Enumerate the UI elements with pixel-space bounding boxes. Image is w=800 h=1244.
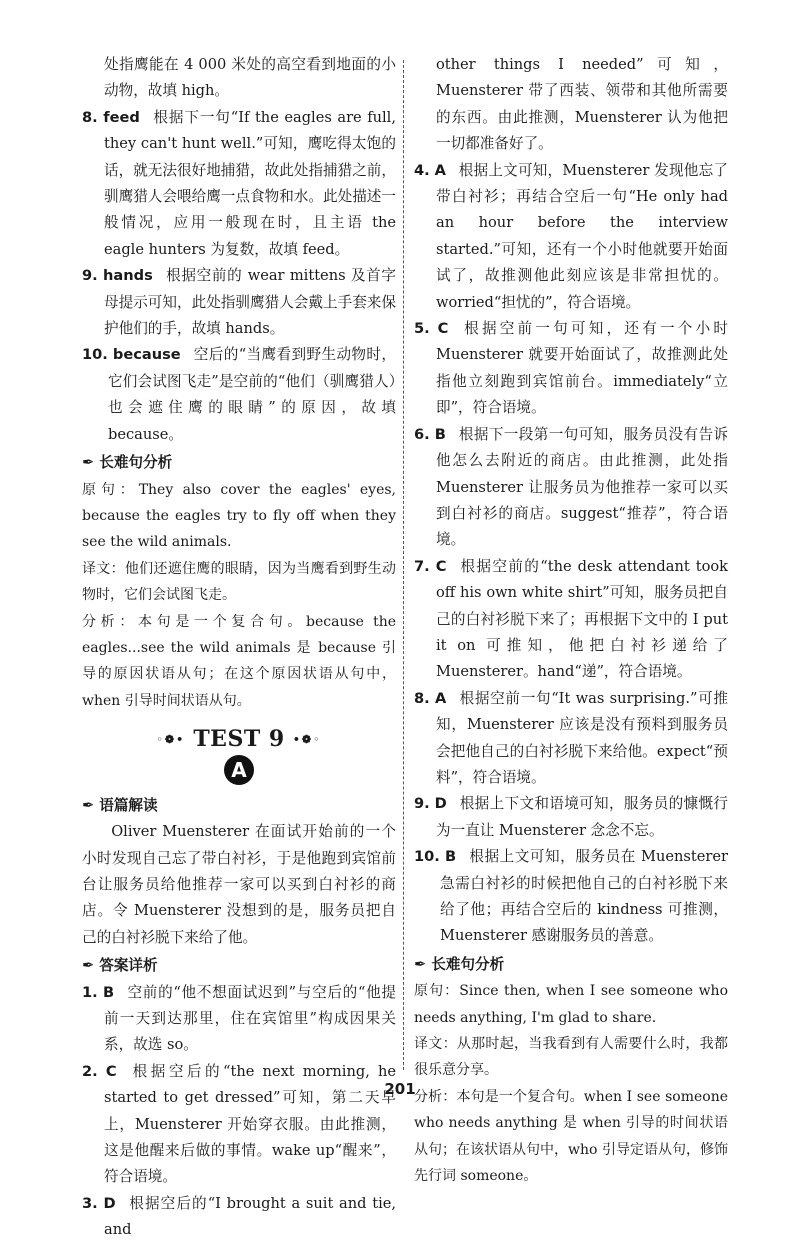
passage-summary: Oliver Muensterer 在面试开始前的一个小时发现自己忘了带白衬衫，于是他跑到宾馆前台让服务员给他推荐一家可以买到白衬衫的商店。令 Muensterer 没想到的是，服务员把自己的白衬衫脱下来给了他。 xyxy=(82,823,396,946)
ornament-right-icon: •❁◦ xyxy=(292,732,322,746)
item-answer: B xyxy=(445,848,457,866)
item-explanation: 根据上文可知，Muensterer 发现他忘了带白衬衫；再结合空后一句“He only had an hour before the interview started.”可知，还有一个小时他就要开始面试了，故推测他此刻应该是非常担忧的。worried“担忧的”，符合语境。 xyxy=(436,161,728,311)
pen-icon: ✒ xyxy=(82,454,95,472)
answer-item-10 xyxy=(414,844,728,950)
answer-item-1 xyxy=(82,980,396,1059)
item-answer: A xyxy=(435,689,447,707)
item-number: 5. xyxy=(414,320,430,338)
translation: 译文：他们还遮住鹰的眼睛，因为当鹰看到野生动物时，它们会试图飞走。 xyxy=(82,560,397,604)
section-heading-long-sentence: ✒ 长难句分析 xyxy=(82,450,396,476)
item-answer: because xyxy=(112,346,181,364)
answer-item-6 xyxy=(414,422,728,554)
answer-item-8 xyxy=(82,105,396,263)
item-explanation: 根据空后的“the next morning, he started to get dressed”可知，第二天早上，Muensterer 开始穿衣服。由此推测，这是他醒来后做的事情。wake up“醒来”，符合语境。 xyxy=(104,1062,396,1186)
right-column xyxy=(414,52,728,1189)
answer-item-2 xyxy=(82,1059,396,1191)
item-number: 6. xyxy=(414,425,430,443)
section-heading-passage: ✒ 语篇解读 xyxy=(82,793,396,819)
item-answer: B xyxy=(103,983,115,1001)
item-explanation: 根据空前的“the desk attendant took off his own white shirt”可知，服务员把自己的白衬衫脱下来了；再根据下文中的 I put it on 可推知，他把白衬衫递给了 Muensterer。hand“递”，符合语境。 xyxy=(436,557,729,681)
page-number: 201 xyxy=(384,1080,416,1098)
item-number: 8. xyxy=(414,689,430,707)
item-answer: D xyxy=(103,1194,116,1212)
section-heading-answers: ✒ 答案详析 xyxy=(82,953,396,979)
item-number: 3. xyxy=(82,1194,98,1212)
item-explanation: 根据上下文和语境可知，服务员的慷慨行为一直让 Muensterer 念念不忘。 xyxy=(436,795,728,839)
ornament-left-icon: ◦❁• xyxy=(156,732,186,746)
item-number: 9. xyxy=(414,795,430,813)
pen-icon: ✒ xyxy=(414,955,427,973)
answer-item-8 xyxy=(414,686,728,792)
left-column xyxy=(82,52,396,1244)
column-divider xyxy=(403,60,404,1070)
item-explanation: 根据空后的“I brought a suit and tie, and xyxy=(104,1194,397,1239)
item-answer: B xyxy=(434,425,446,443)
sentence-analysis: 分析：本句是一个复合句。because the eagles...see the wild animals 是 because 引导的原因状语从句；在这个原因状语从句中，when 引导时间状语从句。 xyxy=(82,613,396,709)
item-explanation: 根据空前一句“It was surprising.”可推知，Muensterer 应该是没有预料到服务员会把他自己的白衬衫脱下来给他。expect“预料”，符合语境。 xyxy=(436,689,728,786)
item-number: 9. xyxy=(82,267,98,285)
pen-icon: ✒ xyxy=(82,957,95,975)
item-number: 8. xyxy=(82,108,98,126)
item-number: 10. xyxy=(82,346,108,364)
item-number: 10. xyxy=(414,848,440,866)
item-answer: feed xyxy=(103,108,140,126)
item-number: 2. xyxy=(82,1062,98,1080)
item-3-continuation: other things I needed”可知，Muensterer 带了西装、领带和其他所需要的东西。由此推测，Muensterer 认为他把一切都准备好了。 xyxy=(436,56,728,153)
section-heading-long-sentence: ✒ 长难句分析 xyxy=(414,952,728,978)
answer-item-9 xyxy=(414,791,728,844)
answer-item-9 xyxy=(82,263,396,342)
item-answer: A xyxy=(434,161,446,179)
item-explanation: 根据空前的 wear mittens 及首字母提示可知，此处指驯鹰猎人会戴上手套来保护他们的手，故填 hands。 xyxy=(104,267,397,338)
item-explanation: 空后的“当鹰看到野生动物时，它们会试图飞走”是空前的“他们（驯鹰猎人）也会遮住鹰的眼睛”的原因，故填 because。 xyxy=(108,346,396,443)
answer-item-4 xyxy=(414,158,728,316)
item-answer: C xyxy=(437,320,449,338)
pen-icon: ✒ xyxy=(82,796,95,814)
test-title: ◦❁• TEST 9 •❁◦ xyxy=(156,726,322,753)
item-number: 1. xyxy=(82,983,98,1001)
translation: 译文：从那时起，当我看到有人需要什么时，我都很乐意分享。 xyxy=(414,1036,729,1079)
item-number: 4. xyxy=(414,161,430,179)
item-explanation: 根据下一句“If the eagles are full, they can't hunt well.”可知，鹰吃得太饱的话，就无法很好地捕猎，故此处指捕猎之前，驯鹰猎人会喂给鹰一点食物和水。此处描述一般情况，应用一般现在时，且主语 the eagle hunters 为复数，故填 feed。 xyxy=(104,108,396,258)
item-number: 7. xyxy=(414,557,430,575)
item-explanation: 根据上文可知，服务员在 Muensterer 急需白衬衫的时候把他自己的白衬衫脱下来给了他；再结合空后的 kindness 可推测，Muensterer 感谢服务员的善意。 xyxy=(440,848,728,945)
item-explanation: 空前的“他不想面试迟到”与空后的“他提前一天到达那里，住在宾馆里”构成因果关系，故选 so。 xyxy=(104,983,396,1054)
item-answer: hands xyxy=(103,267,153,285)
section-badge: A xyxy=(224,755,254,785)
answer-item-3 xyxy=(82,1191,396,1244)
item-answer: C xyxy=(105,1062,117,1080)
source-sentence: 原句：They also cover the eagles' eyes, because the eagles try to fly off when they see the wild animals. xyxy=(82,481,397,551)
item-explanation: 根据下一段第一句可知，服务员没有告诉他怎么去附近的商店。由此推测，此处指 Muensterer 让服务员为他推荐一家可以买到白衬衫的商店。suggest“推荐”，符合语境。 xyxy=(436,425,729,549)
answer-item-5 xyxy=(414,316,728,422)
item-answer: D xyxy=(434,795,447,813)
item-explanation: 根据空前一句可知，还有一个小时 Muensterer 就要开始面试了，故推测此处指他立刻跑到宾馆前台。immediately“立即”，符合语境。 xyxy=(436,320,729,417)
answer-item-10 xyxy=(82,342,396,448)
source-sentence: 原句：Since then, when I see someone who needs anything, I'm glad to share. xyxy=(414,983,729,1026)
answer-item-7 xyxy=(414,554,728,686)
item-7-continuation: 处指鹰能在 4 000 米处的高空看到地面的小动物，故填 high。 xyxy=(104,56,396,100)
item-answer: C xyxy=(435,557,447,575)
sentence-analysis: 分析：本句是一个复合句。when I see someone who needs anything 是 when 引导的时间状语从句；在该状语从句中，who 引导定语从句，修饰先行词 someone。 xyxy=(414,1088,729,1185)
